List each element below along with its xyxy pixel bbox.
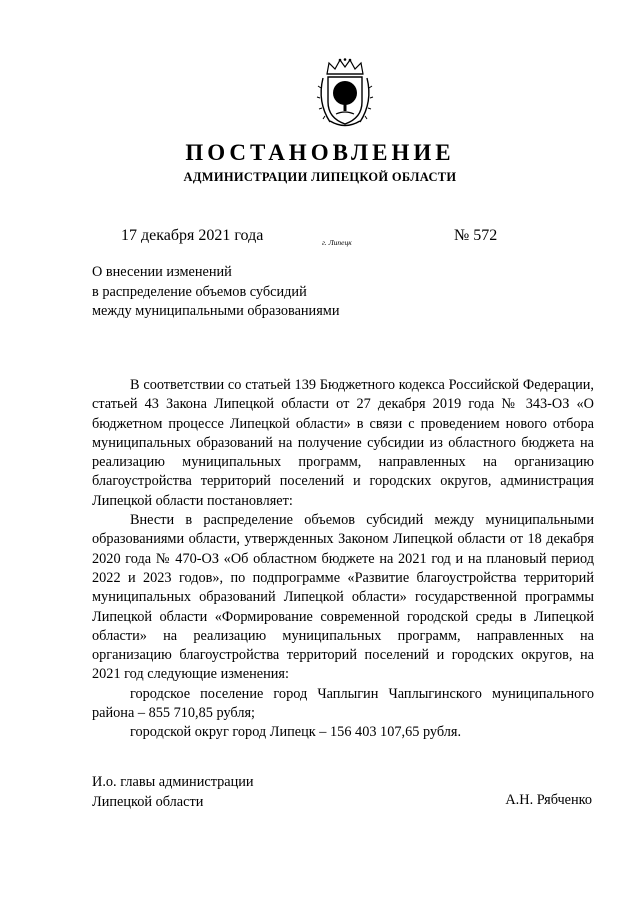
document-subject [92,263,340,322]
body-paragraph: Внести в распределение объемов субсидий между муниципальными образованиями области, утвержденных Законом Липецкой области от 18 декабря 2020 года № 470-ОЗ «Об областном бюджете на 2021 год и на плановый период 2022 и 2023 годов», по подпрограмме «Развитие благоустройства территорий муниципальных образований Липецкой области» государственной программы Липецкой области «Формирование современной городской среды в Липецкой области» на реализацию муниципальных программ, направленных на организацию благоустройства территорий поселений и городских округов, на 2021 год следующие изменения: [92,512,594,683]
document-city: г. Липецк [322,238,352,247]
subject-line: в распределение объемов субсидий [92,283,307,300]
signatory-name: А.Н. Рябченко [505,792,592,808]
subject-line: между муниципальными образованиями [92,303,340,319]
signatory-position-line: И.о. главы администрации [92,774,254,790]
document-number: № 572 [454,227,498,244]
coat-of-arms-icon [316,58,374,130]
document-date: 17 декабря 2021 года [121,227,264,244]
signatory-position-line: Липецкой области [92,793,204,810]
body-paragraph: В соответствии со статьей 139 Бюджетного кодекса Российской Федерации, статьей 43 Закона Липецкой области от 27 декабря 2019 года № 343-ОЗ «О бюджетном процессе Липецкой области» в связи с проведением нового отбора муниципальных образований на получение субсидии из областного бюджета на реализацию муниципальных программ, направленных на организацию благоустройства территорий поселений и городских округов, администрация Липецкой области постановляет: [92,377,594,509]
body-paragraph: городское поселение город Чаплыгин Чаплыгинского муниципального района – 855 710,85 рубля; [92,685,594,722]
body-paragraph: городской округ город Липецк – 156 403 107,65 рубля. [130,724,462,741]
subject-line: О внесении изменений [92,264,232,280]
document-body [92,376,594,743]
document-issuer: АДМИНИСТРАЦИИ ЛИПЕЦКОЙ ОБЛАСТИ [183,170,457,184]
signatory-position [92,773,254,812]
document-title: ПОСТАНОВЛЕНИЕ [185,140,455,165]
